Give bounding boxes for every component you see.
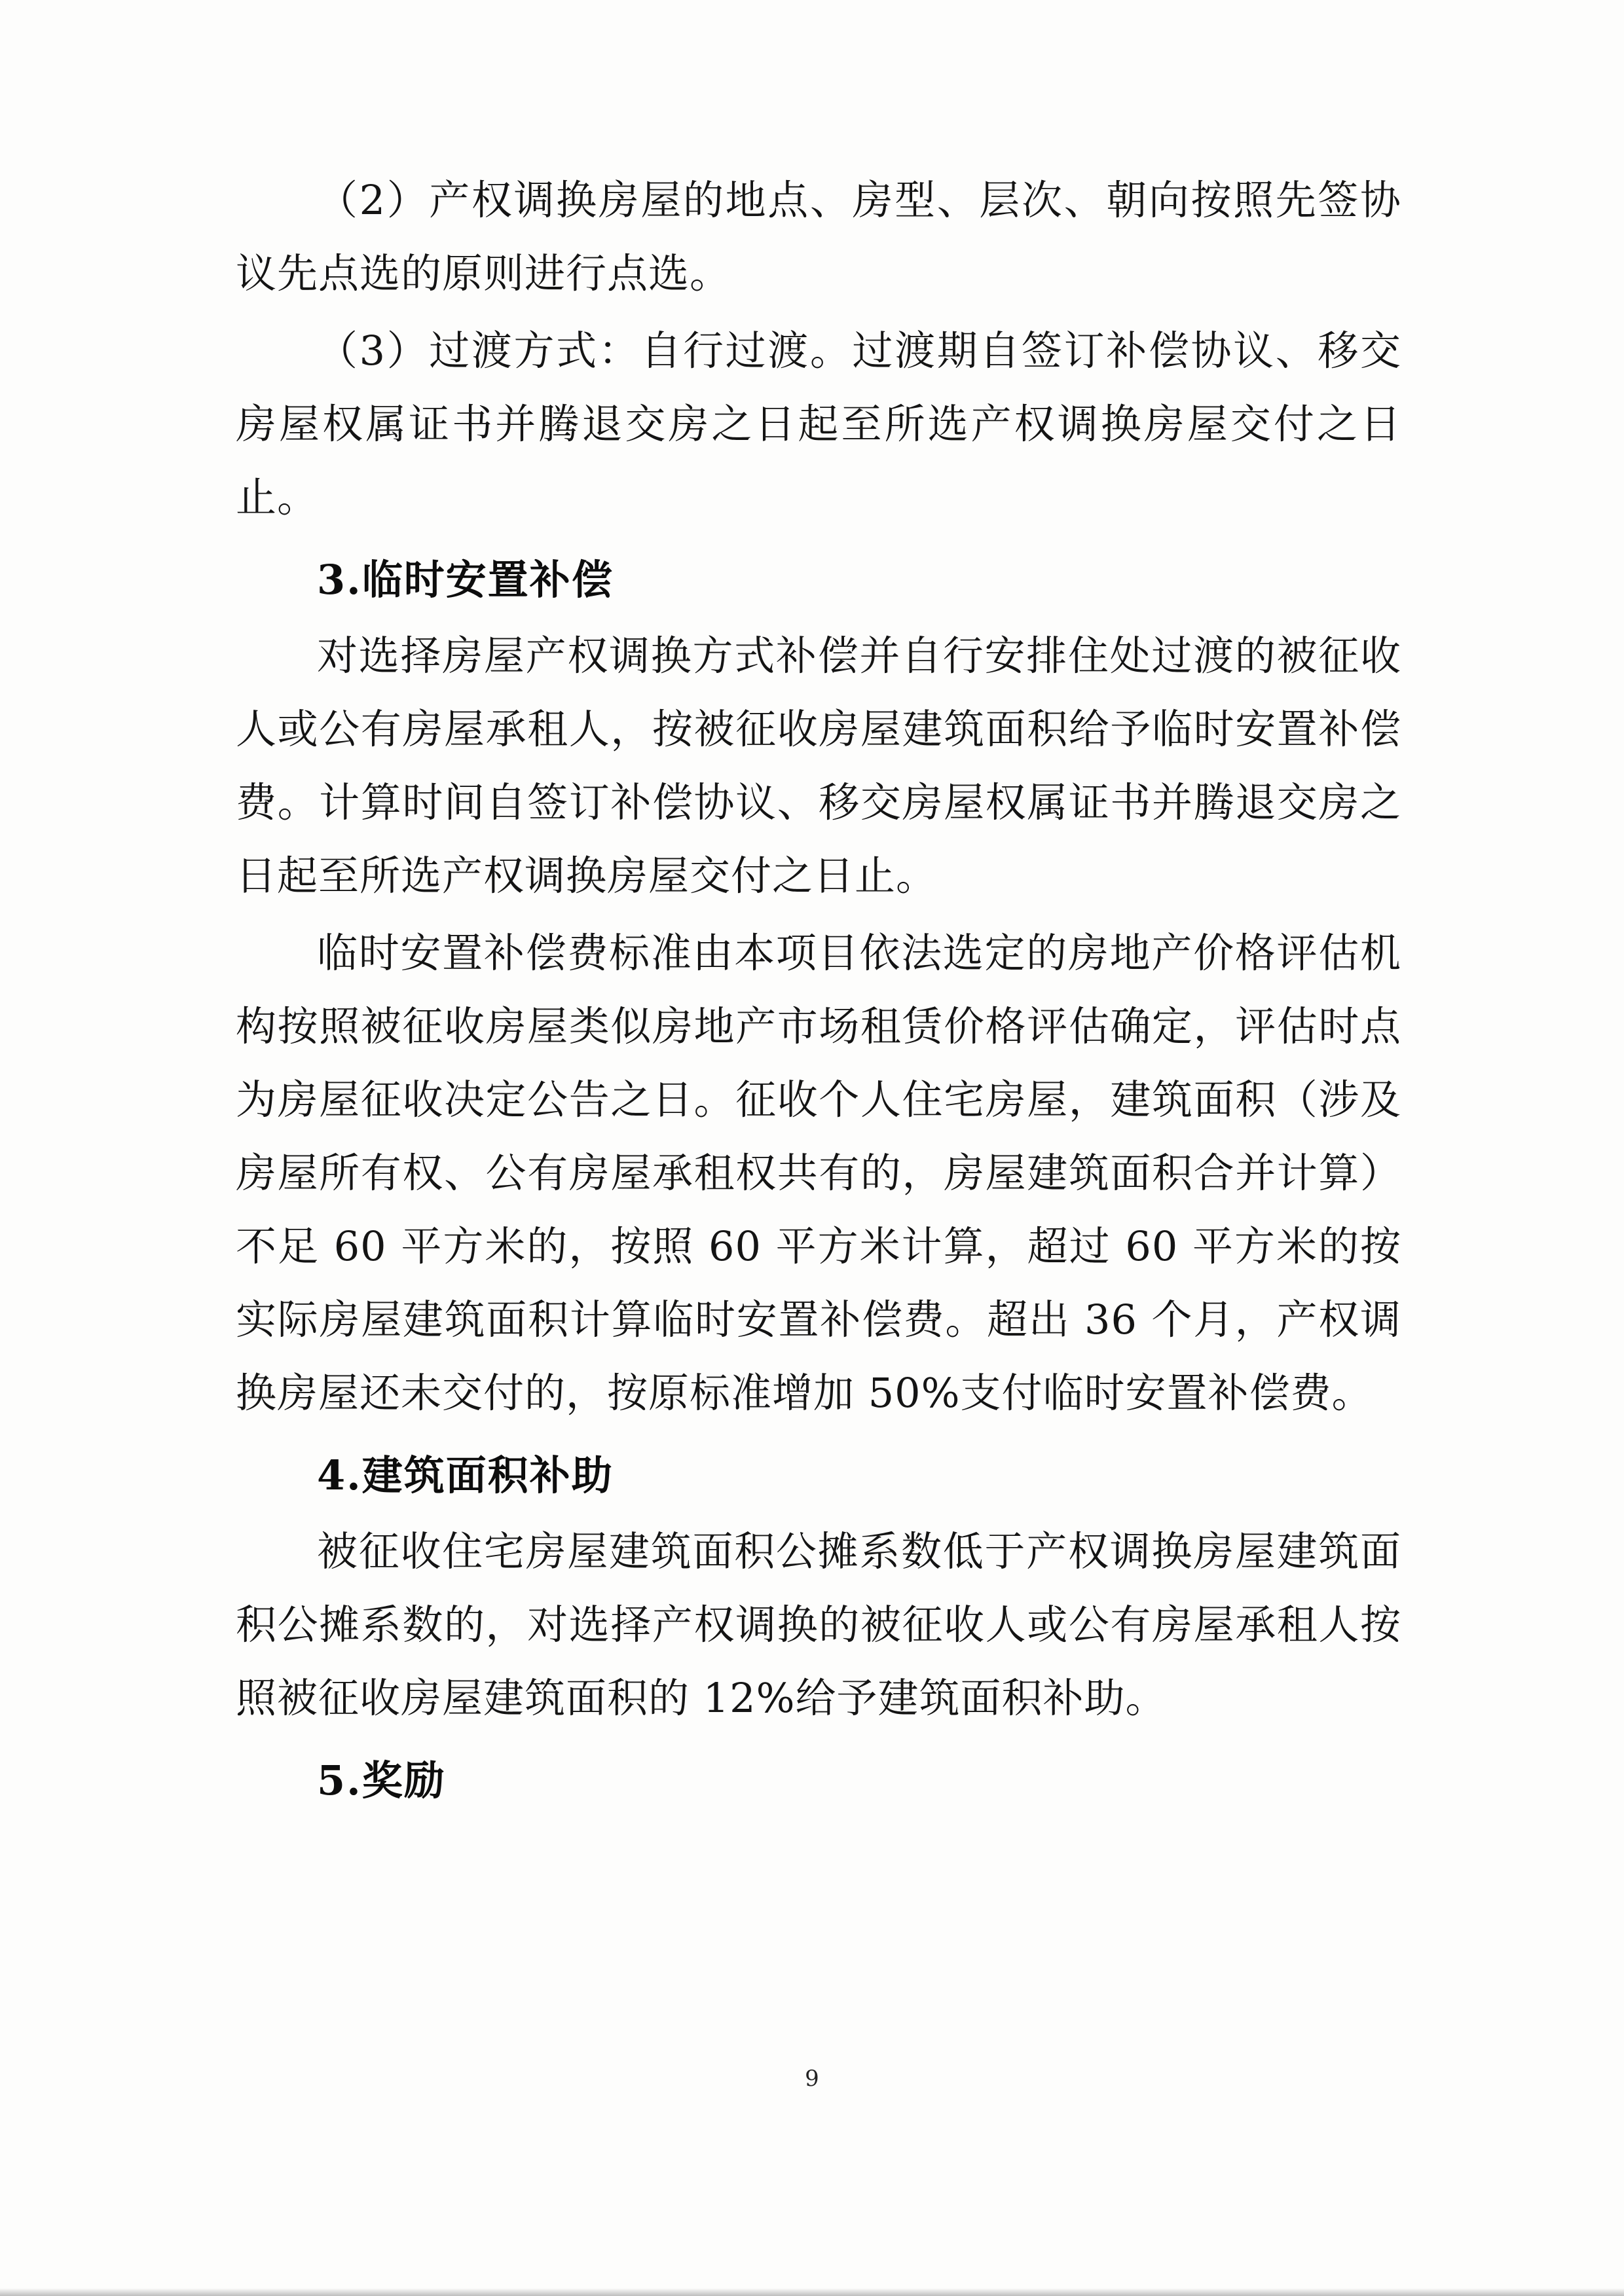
heading-floor-area-subsidy: 4.建筑面积补助: [317, 1451, 614, 1499]
paragraph-temporary-resettlement-2: 临时安置补偿费标准由本项目依法选定的房地产价格评估机构按照被征收房屋类似房地产市场租赁价格评估确定，评估时点为房屋征收决定公告之日。征收个人住宅房屋，建筑面积（涉及房屋所有权、公有房屋承租权共有的，房屋建筑面积合并计算）不足 60 平方米的，按照 60 平方米计算，超过 60 平方米的按实际房屋建筑面积计算临时安置补偿费。超出 36 个月，产权调换房屋还未交付的，按原标准增加 50%支付临时安置补偿费。: [236, 929, 1401, 1417]
paragraph-temporary-resettlement-1: 对选择房屋产权调换方式补偿并自行安排住处过渡的被征收人或公有房屋承租人，按被征收房屋建筑面积给予临时安置补偿费。计算时间自签订补偿协议、移交房屋权属证书并腾退交房之日起至所选产权调换房屋交付之日止。: [236, 632, 1401, 900]
heading-reward: 5.奖励: [317, 1757, 446, 1804]
heading-temporary-resettlement-compensation: 3.临时安置补偿: [317, 556, 614, 604]
paragraph-floor-area-subsidy: 被征收住宅房屋建筑面积公摊系数低于产权调换房屋建筑面积公摊系数的，对选择产权调换的被征收人或公有房屋承租人按照被征收房屋建筑面积的 12%给予建筑面积补助。: [236, 1527, 1401, 1722]
page-bottom-edge: [0, 2288, 1624, 2296]
paragraph-item-2: （2）产权调换房屋的地点、房型、层次、朝向按照先签协议先点选的原则进行点选。: [236, 176, 1401, 297]
page-content: [236, 164, 1401, 1820]
page-number: 9: [805, 2066, 819, 2092]
paragraph-item-3: （3）过渡方式：自行过渡。过渡期自签订补偿协议、移交房屋权属证书并腾退交房之日起至所选产权调换房屋交付之日止。: [236, 327, 1401, 521]
